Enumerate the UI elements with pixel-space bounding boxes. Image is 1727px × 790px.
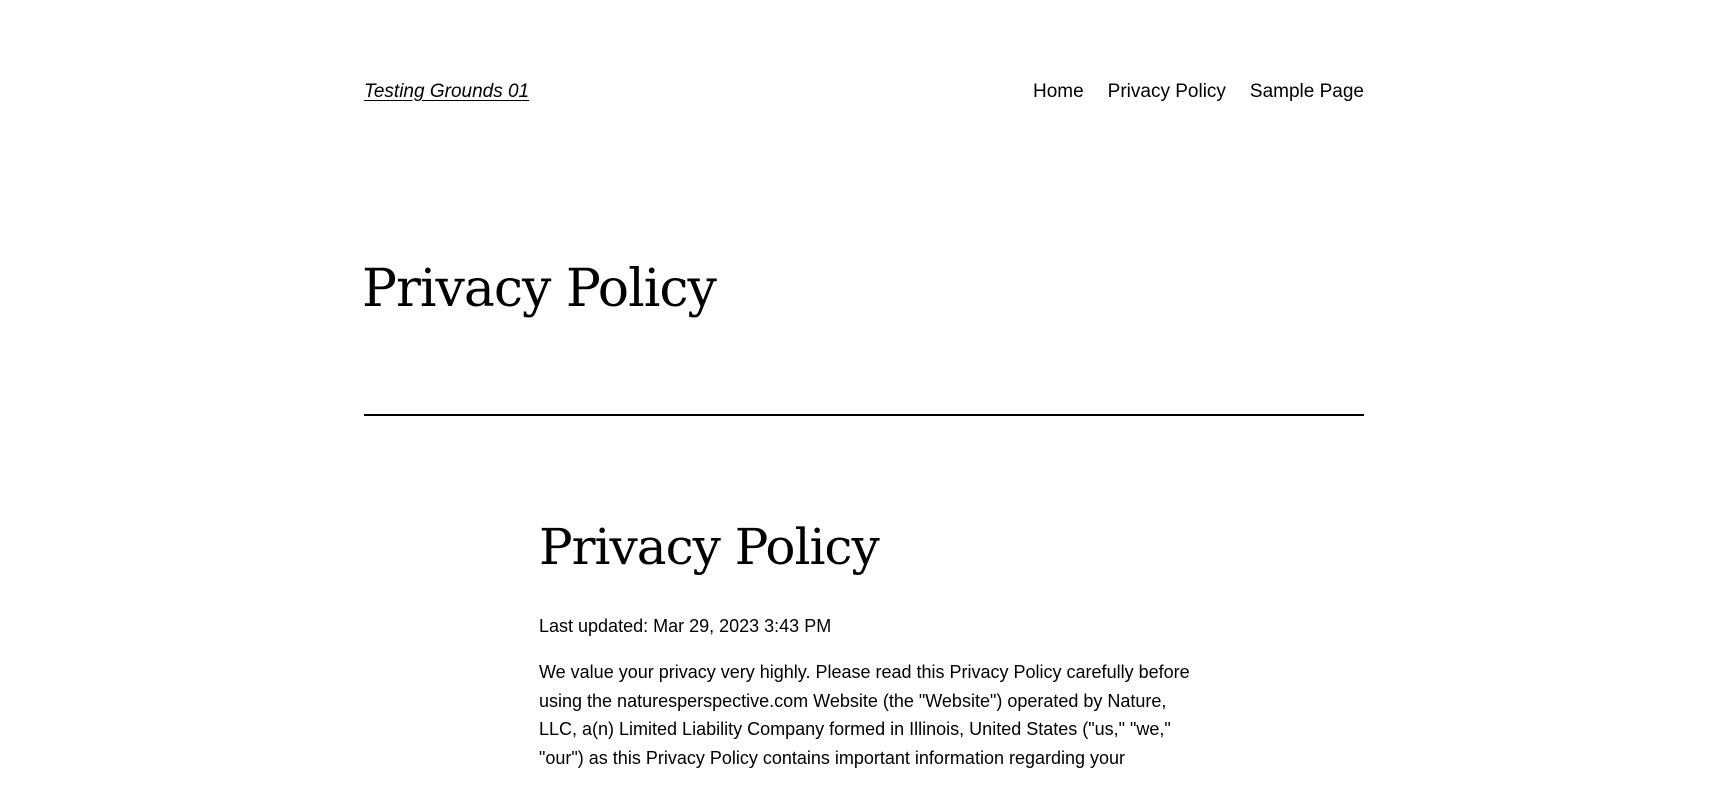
site-header <box>364 0 1364 140</box>
page-title: Privacy Policy <box>362 259 716 319</box>
separator <box>364 414 1364 416</box>
site-title-link[interactable]: Testing Grounds 01 <box>364 81 530 102</box>
nav-item-sample-page[interactable]: Sample Page <box>1249 81 1364 102</box>
post-content <box>539 510 1199 772</box>
intro-paragraph: We value your privacy very highly. Please read this Privacy Policy carefully before using the naturesperspective.com Website (the "Website") operated by Nature, LLC, a(n) Limited Liability Company formed in Illinois, United States ("us," "we," "our") as this Privacy Policy contains important information regarding your <box>539 662 1190 768</box>
content-heading: Privacy Policy <box>539 518 879 576</box>
main-navigation <box>1033 81 1364 103</box>
nav-item-home[interactable]: Home <box>1032 81 1084 102</box>
nav-item-privacy-policy[interactable]: Privacy Policy <box>1107 81 1226 102</box>
last-updated-text: Last updated: Mar 29, 2023 3:43 PM <box>539 616 832 636</box>
